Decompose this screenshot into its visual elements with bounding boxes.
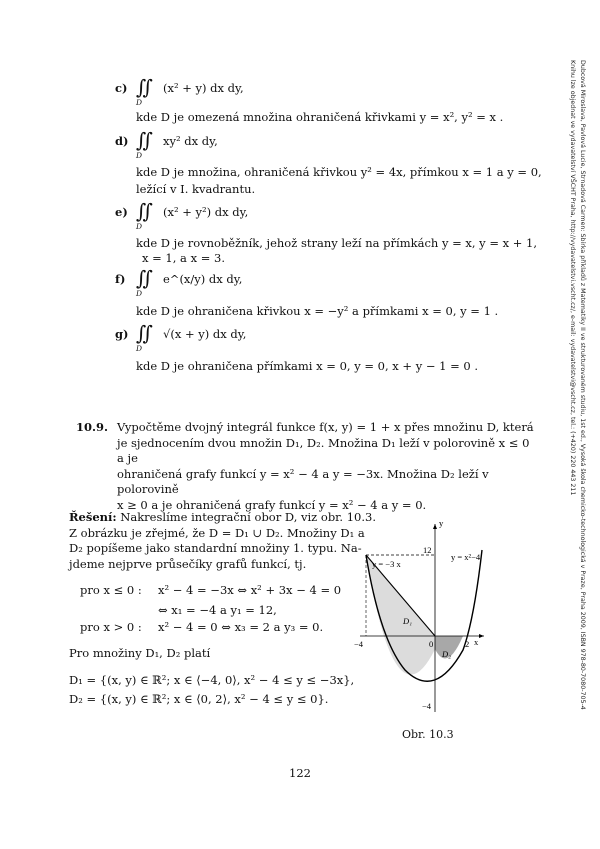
x-axis-label: x xyxy=(474,637,479,647)
solution-text xyxy=(69,510,376,572)
problem-number: 10.9. xyxy=(76,420,109,434)
integral-region: D xyxy=(136,151,143,160)
y-axis-arrow xyxy=(433,524,437,529)
problem-line: x ≥ 0 a je ohraničená grafy funkcí y = x² − 4 a y = 0. xyxy=(117,497,427,512)
set-definition: D₂ = {(x, y) ∈ ℝ²; x ∈ ⟨0, 2⟩, x² − 4 ≤ y ≤ 0}. xyxy=(69,692,329,706)
integrand: e^(x/y) dx dy, xyxy=(163,272,243,286)
tick-neg4-y: −4 xyxy=(422,701,432,711)
problem-statement xyxy=(117,420,537,513)
problem-line: Vypočtěme dvojný integrál funkce f(x, y) = 1 + x přes množinu D, která xyxy=(117,420,534,434)
figure-10-3 xyxy=(350,510,490,715)
x-axis-arrow xyxy=(479,634,484,638)
line-label: y = −3 x xyxy=(372,559,401,569)
exercise-label: c) xyxy=(115,81,128,95)
exercise-label: g) xyxy=(115,327,129,341)
integral-region: D xyxy=(136,222,143,231)
case-condition: pro x > 0 : xyxy=(80,620,142,634)
exercise-condition: kde D je ohraničena křivkou x = −y² a přímkami x = 0, y = 1 . xyxy=(136,304,499,318)
exercise-label: e) xyxy=(115,205,128,219)
integrand: (x² + y) dx dy, xyxy=(163,81,244,95)
d2-label: D₂ xyxy=(442,649,452,659)
case-condition: pro x ≤ 0 : xyxy=(80,583,142,597)
integrand: √(x + y) dx dy, xyxy=(163,327,247,341)
sets-intro: Pro množiny D₁, D₂ platí xyxy=(69,646,211,660)
integrand: (x² + y²) dx dy, xyxy=(163,205,249,219)
solution-title: Řešení: xyxy=(69,510,117,524)
exercise-condition: kde D je rovnoběžník, jehož strany leží na přímkách y = x, y = x + 1, xyxy=(136,236,538,250)
exercise-condition: kde D je množina, ohraničená křivkou y² = 4x, přímkou x = 1 a y = 0, xyxy=(136,165,542,179)
double-integral-sign: ∬ xyxy=(136,199,154,223)
problem-line: je sjednocením dvou množin D₁, D₂. Množina D₁ leží v polorovině x ≤ 0 a je xyxy=(117,435,530,465)
exercise-condition: x = 1, a x = 3. xyxy=(142,251,225,265)
exercise-condition: kde D je omezená množina ohraničená křivkami y = x², y² = x . xyxy=(136,110,504,124)
exercise-condition: kde D je ohraničena přímkami x = 0, y = 0, x + y − 1 = 0 . xyxy=(136,359,479,373)
y-axis-label: y xyxy=(439,518,444,528)
parabola-label: y = x²−4 xyxy=(451,552,481,562)
integral-region: D xyxy=(136,98,143,107)
side-citation xyxy=(567,60,587,820)
solution-line: Nakreslíme integrační obor D, viz obr. 10.3. xyxy=(116,510,376,524)
double-integral-sign: ∬ xyxy=(136,75,154,99)
tick-0: 0 xyxy=(429,639,434,649)
tick-neg4-x: −4 xyxy=(354,639,364,649)
tick-2: 2 xyxy=(465,639,470,649)
citation-line: Knihu lze objednat ve vydavatelství VŠCHT Praha, http://vydavatelstvi.vscht.cz/, e-mail: vydavatelstvi@vscht.cz, tel.: (+420) 220 443 211 xyxy=(569,60,576,496)
figure-caption: Obr. 10.3 xyxy=(402,728,454,741)
exercise-label: d) xyxy=(115,134,129,148)
set-definition: D₁ = {(x, y) ∈ ℝ²; x ∈ ⟨−4, 0⟩, x² − 4 ≤ y ≤ −3x}, xyxy=(69,673,355,687)
solution-line: Z obrázku je zřejmé, že D = D₁ ∪ D₂. Množiny D₁ a xyxy=(69,525,365,540)
integrand: xy² dx dy, xyxy=(163,134,218,148)
tick-12: 12 xyxy=(423,545,432,555)
citation-line: Dubcová Miroslava, Pavlová Lucie, Strnadová Carmen: Sbírka příkladů z Matematiky II ve strukturovaném studiu, 1st ed., Vysoká škola chemicko-technologická v Praze, Praha 2009, ISBN 978-80-7080-705-4 xyxy=(579,60,586,710)
problem-line: ohraničená grafy funkcí y = x² − 4 a y = −3x. Množina D₂ leží v polorovině xyxy=(117,466,489,496)
solution-line: D₂ popíšeme jako standardní množiny 1. typu. Na- xyxy=(69,541,362,555)
solution-line: jdeme nejprve průsečíky grafů funkcí, tj. xyxy=(69,556,307,571)
exercise-condition: ležící v I. kvadrantu. xyxy=(136,182,256,196)
d1-label: D₁ xyxy=(403,616,413,626)
region-d1 xyxy=(366,555,435,675)
integral-region: D xyxy=(136,289,143,298)
double-integral-sign: ∬ xyxy=(136,266,154,290)
exercise-label: f) xyxy=(115,272,126,286)
case-equation: x² − 4 = 0 ⇔ x₃ = 2 a y₃ = 0. xyxy=(158,620,324,634)
case-equation: x² − 4 = −3x ⇔ x² + 3x − 4 = 0 xyxy=(158,583,342,597)
case-equation: ⇔ x₁ = −4 a y₁ = 12, xyxy=(158,603,277,617)
page-number: 122 xyxy=(289,766,311,780)
integral-region: D xyxy=(136,344,143,353)
double-integral-sign: ∬ xyxy=(136,321,154,345)
double-integral-sign: ∬ xyxy=(136,128,154,152)
